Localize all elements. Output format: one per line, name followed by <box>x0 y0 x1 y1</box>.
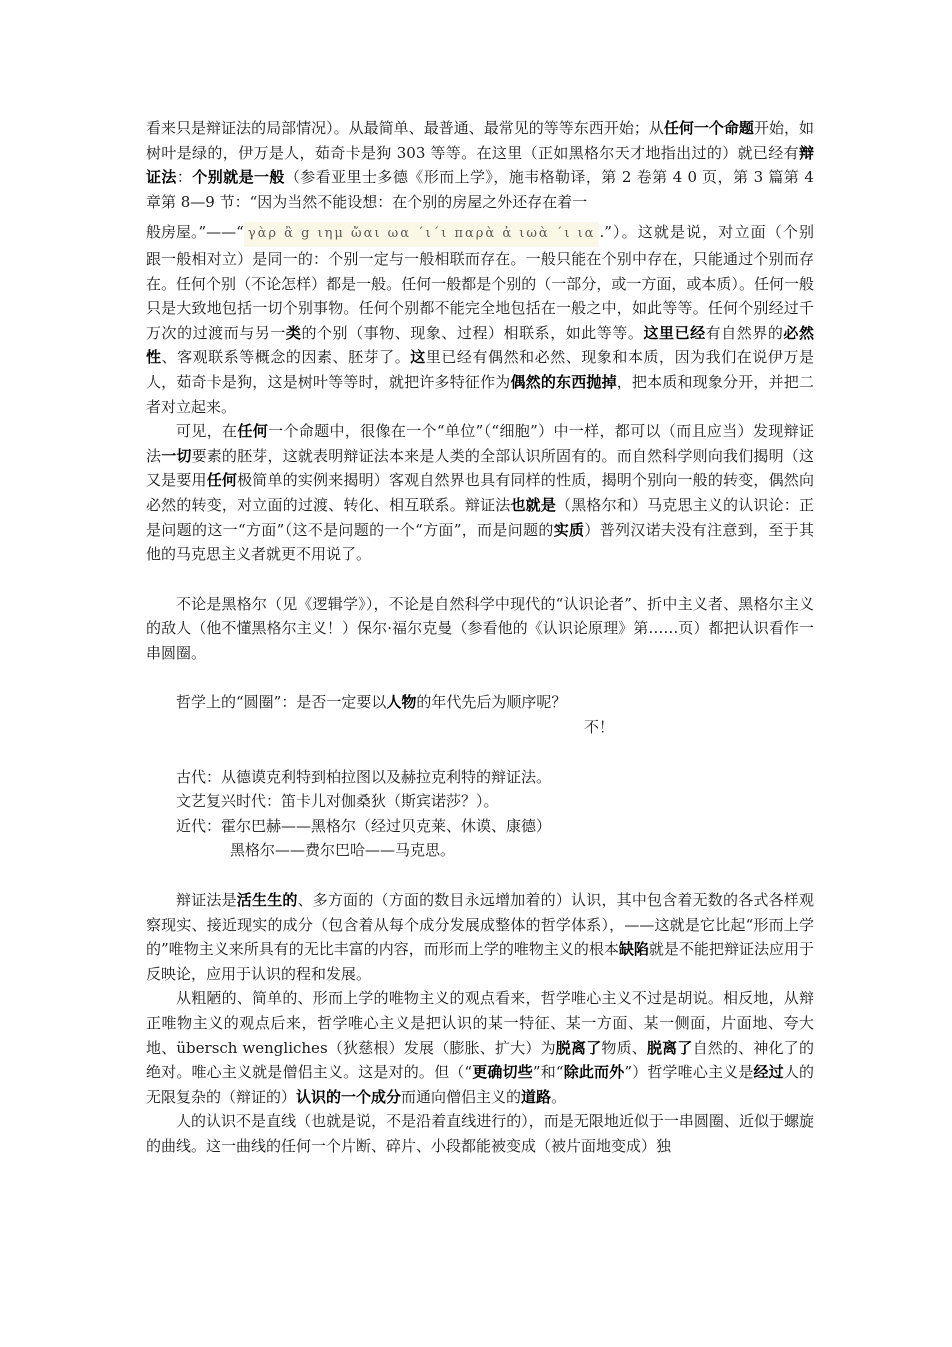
bold-term: 经过 <box>753 1063 784 1082</box>
bold-term: 这 <box>410 348 426 367</box>
list-sub-item: 黑格尔——费尔巴哈——马克思。 <box>230 841 456 860</box>
bold-term: 任何 <box>206 471 238 490</box>
bold-term: 一切 <box>161 446 192 465</box>
greek-quote-image: γὰρ ἂ g ιημ ὤαι ωα ΄ι΄ι παρὰ ἀ ιωὰ ΄ι ια <box>244 222 600 247</box>
paragraph-1: 看来只是辩证法的局部情况）。从最简单、最普通、最常见的等等东西开始；从任何一个命题开始，如树叶是绿的，伊万是人，茹奇卡是狗 303 等等。在这里（正如黑格尔天才地指出过的）就已经有辩证法：个别就是一般（参看亚里士多德《形而上学》，施韦格勒译，第 2 卷第 4 0 页，第 3 篇第 4 章第 8—9 节：“因为当然不能设想：在个别的房屋之外还存在着一 般房屋。”——“ γὰρ ἂ g ιημ ὤαι ωα ΄ι΄ι παρὰ ἀ ιωὰ ΄ι ια .”）。这就是说，对立面（个别跟一般相对立）是同一的：个别一定与一般相联而存在。一般只能在个别中存在，只能通过个别而存在。任何个别（不论怎样）都是一般。任何一般都是个别的（一部分，或一方面，或本质）。任何一般只是大致地包括一切个别事物。任何个别都不能完全地包括在一般之中，如此等等。任何个别经过千万次的过渡而与另一类的个别（事物、现象、过程）相联系，如此等等。这里已经有自然界的必然性、客观联系等概念的因素、胚芽了。这里已经有偶然和必然、现象和本质，因为我们在说伊万是人，茹奇卡是狗，这是树叶等等时，就把许多特征作为偶然的东西抛掉，把本质和现象分开，并把二者对立起来。 <box>146 119 814 416</box>
bold-term: 活生生的 <box>236 891 298 910</box>
bold-term: 个别就是一般 <box>192 168 285 187</box>
paragraph-7: 人的认识不是直线（也就是说，不是沿着直线进行的），而是无限地近似于一串圆圈、近似于螺旋的曲线。这一曲线的任何一个片断、碎片、小段都能被变成（被片面地变成）独 <box>146 1112 814 1155</box>
bold-term: 人物 <box>386 693 417 712</box>
bold-term: 辩证法 <box>146 143 814 187</box>
bold-term: 缺陷 <box>618 940 649 959</box>
bold-term: 脱离了 <box>646 1038 693 1057</box>
bold-term: 任何一个命题 <box>663 119 754 137</box>
bold-term: 脱离了 <box>555 1038 602 1057</box>
bold-term: 必然性 <box>146 323 814 367</box>
answer-line: 不！ <box>583 718 614 737</box>
list-item: 古代：从德谟克利特到柏拉图以及赫拉克利特的辩证法。 <box>176 767 552 786</box>
paragraph-3: 不论是黑格尔（见《逻辑学》），不论是自然科学中现代的“认识论者”、折中主义者、黑格尔主义的敌人（他不懂黑格尔主义！）保尔·福尔克曼（参看他的《认识论原理》第……页）都把认识看作一串圆圈。 <box>146 594 814 662</box>
paragraph-4: 哲学上的“圆圈”：是否一定要以人物的年代先后为顺序呢？ <box>176 693 567 712</box>
bold-term: 任何 <box>237 422 269 441</box>
paragraph-6: 从粗陋的、简单的、形而上学的唯物主义的观点看来，哲学唯心主义不过是胡说。相反地，从辩正唯物主义的观点后来，哲学唯心主义是把认识的某一特征、某一方面、某一侧面，片面地、夸大地、übersch wengliches（狄慈根）发展（膨胀、扩大）为脱离了物质、脱离了自然的、神化了的绝对。唯心主义就是僧侣主义。这是对的。但（“更确切些”和“除此而外”）哲学唯心主义是经过人的无限复杂的（辩证的）认识的一个成分而通向僧侣主义的道路。 <box>146 989 814 1106</box>
paragraph-5: 辩证法是活生生的、多方面的（方面的数目永远增加着的）认识，其中包含着无数的各式各样观察现实、接近现实的成分（包含着从每个成分发展成整体的哲学体系），——这就是它比起“形而上学的”唯物主义来所具有的无比丰富的内容，而形而上学的唯物主义的根本缺陷就是不能把辩证法应用于反映论，应用于认识的程和发展。 <box>146 891 814 983</box>
document-body <box>146 116 814 1159</box>
bold-term: 也就是 <box>510 495 557 514</box>
bold-term: 更确切些 <box>472 1063 533 1082</box>
bold-term: 这里已经 <box>643 323 706 342</box>
bold-term: 认识的一个成分 <box>296 1087 402 1106</box>
list-item: 近代：霍尔巴赫——黑格尔（经过贝克莱、休谟、康德） <box>176 816 552 835</box>
list-item: 文艺复兴时代：笛卡儿对伽桑狄（斯宾诺莎？）。 <box>176 792 499 811</box>
bold-term: 除此而外 <box>563 1063 625 1082</box>
bold-term: 道路 <box>521 1087 552 1106</box>
bold-term: 偶然的东西抛掉 <box>510 372 617 391</box>
paragraph-2: 可见，在任何一个命题中，很像在一个“单位”（“细胞”）中一样，都可以（而且应当）发现辩证法一切要素的胚芽，这就表明辩证法本来是人类的全部认识所固有的。而自然科学则向我们揭明（这又是要用任何极简单的实例来揭明）客观自然界也具有同样的性质，揭明个别向一般的转变，偶然向必然的转变，对立面的过渡、转化、相互联系。辩证法也就是（黑格尔和）马克思主义的认识论：正是问题的这一“方面”（这不是问题的一个“方面”，而是问题的实质）普列汉诺夫没有注意到，至于其他的马克思主义者就更不用说了。 <box>146 422 814 564</box>
bold-term: 类 <box>285 323 302 342</box>
bold-term: 实质 <box>553 520 585 539</box>
